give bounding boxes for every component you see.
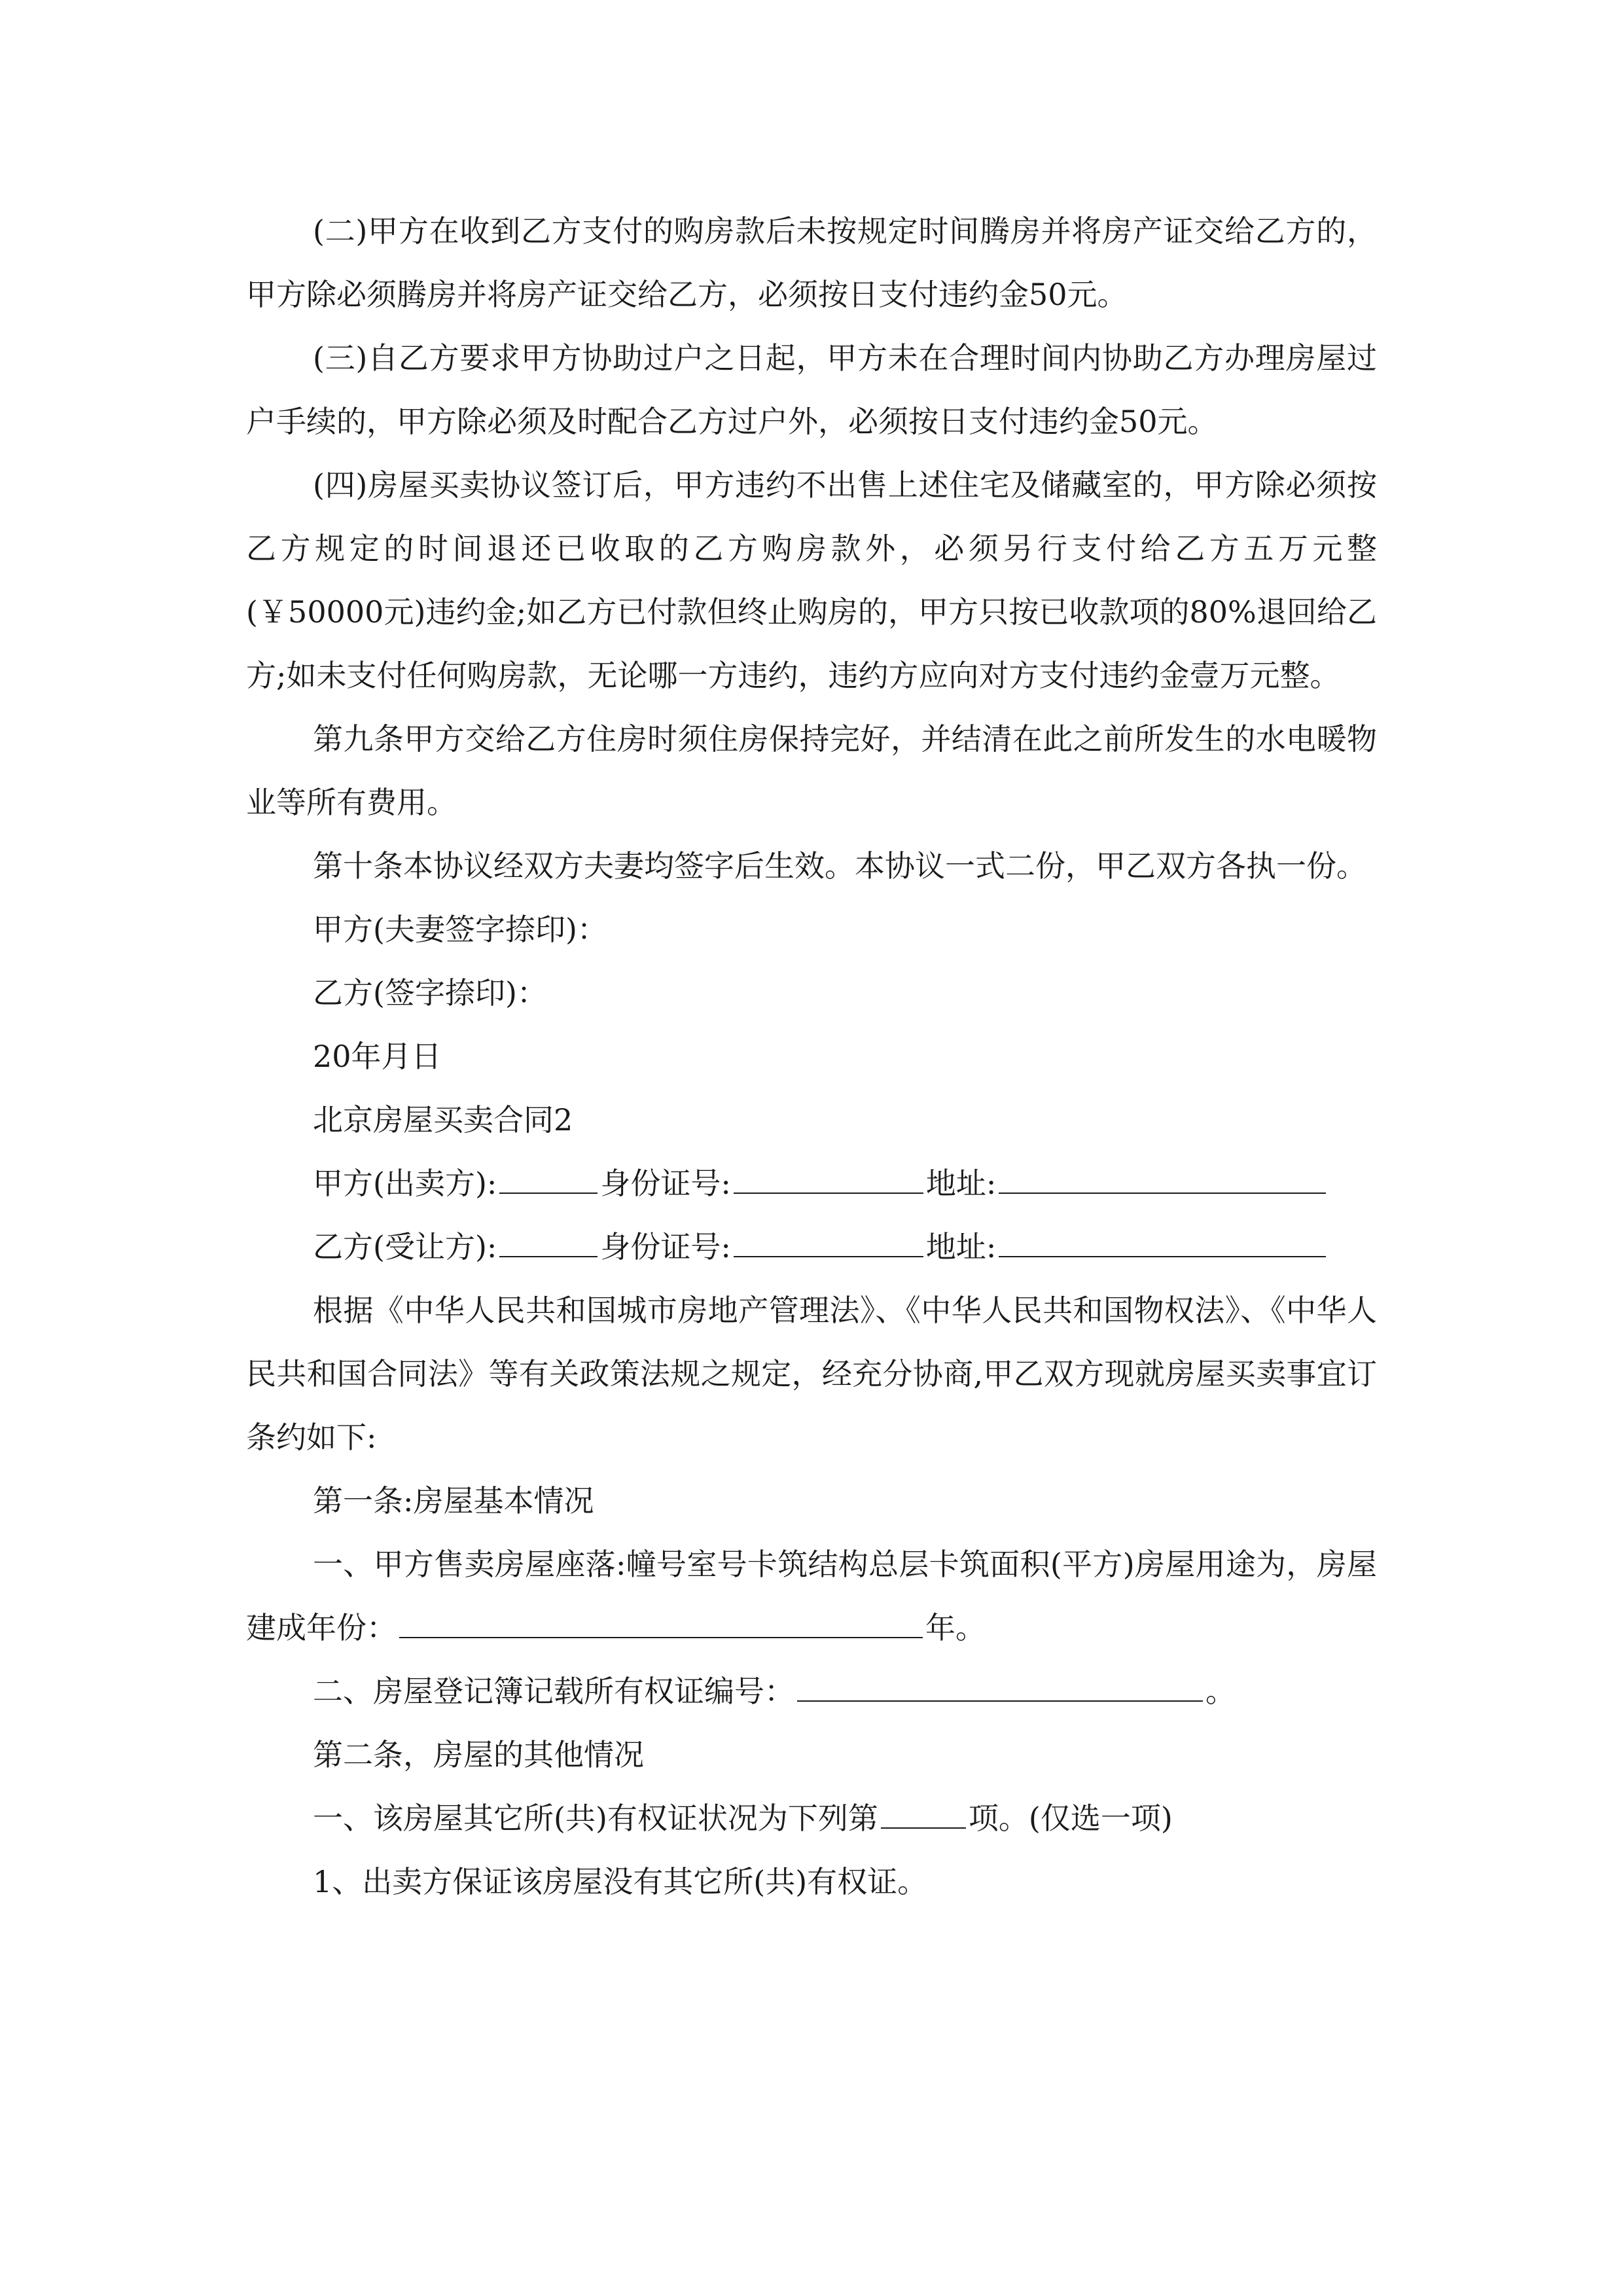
item-1-text: 一、甲方售卖房屋座落:幢号室号卡筑结构总层卡筑面积(平方)房屋用途为，房屋建成年份：	[246, 1547, 1377, 1645]
paragraph-article-9: 第九条甲方交给乙方住房时须住房保持完好，并结清在此之前所发生的水电暖物业等所有费用。	[246, 721, 1377, 820]
certificate-number-blank	[797, 1673, 1203, 1702]
article-2-heading: 第二条，房屋的其他情况	[313, 1737, 644, 1772]
date-line: 20年月日	[313, 1039, 442, 1074]
paragraph-breach-4: (四)房屋买卖协议签订后，甲方违约不出售上述住宅及储藏室的，甲方除必须按乙方规定的时间退还已收取的乙方购房款外，必须另行支付给乙方五万元整(￥50000元)违约金;如乙方已付款但终止购房的，甲方只按已收款项的80%退回给乙方;如未支付任何购房款，无论哪一方违约，违约方应向对方支付违约金壹万元整。	[246, 467, 1377, 693]
item-2-text: 二、房屋登记簿记载所有权证编号：	[313, 1674, 794, 1709]
party-a-name-blank	[499, 1165, 597, 1194]
party-b-addr-label: 地址:	[925, 1229, 997, 1265]
contract-title: 北京房屋买卖合同2	[313, 1102, 573, 1138]
paragraph-breach-3: (三)自乙方要求甲方协助过户之日起，甲方未在合理时间内协助乙方办理房屋过户手续的，甲方除必须及时配合乙方过户外，必须按日支付违约金50元。	[246, 340, 1377, 439]
item-2	[246, 1660, 1377, 1723]
party-a-addr-blank	[999, 1165, 1326, 1194]
party-b-label: 乙方(受让方):	[313, 1229, 497, 1265]
party-a-line	[246, 1152, 1377, 1215]
document-page	[246, 200, 1377, 1914]
option-number-blank	[881, 1800, 966, 1829]
item-1	[246, 1533, 1377, 1660]
item-3	[246, 1787, 1377, 1850]
party-a-addr-label: 地址:	[925, 1166, 997, 1201]
item-4: 1、出卖方保证该房屋没有其它所(共)有权证。	[313, 1864, 928, 1899]
party-a-label: 甲方(出卖方):	[313, 1166, 497, 1201]
signature-party-b: 乙方(签字捺印)：	[313, 975, 547, 1011]
build-year-blank	[399, 1609, 923, 1638]
item-3-text: 一、该房屋其它所(共)有权证状况为下列第	[313, 1801, 878, 1836]
paragraph-article-10: 第十条本协议经双方夫妻均签字后生效。本协议一式二份，甲乙双方各执一份。	[313, 848, 1366, 884]
signature-party-a: 甲方(夫妻签字捺印)：	[313, 912, 607, 947]
article-1-heading: 第一条:房屋基本情况	[313, 1483, 594, 1518]
party-b-line	[246, 1215, 1377, 1279]
party-b-name-blank	[499, 1229, 597, 1257]
item-2-tail: 。	[1205, 1674, 1236, 1709]
paragraph-basis: 根据《中华人民共和国城市房地产管理法》、《中华人民共和国物权法》、《中华人民共和国合同法》等有关政策法规之规定，经充分协商,甲乙双方现就房屋买卖事宜订条约如下:	[246, 1293, 1377, 1455]
party-b-addr-blank	[999, 1229, 1326, 1257]
party-b-id-label: 身份证号:	[600, 1229, 731, 1265]
paragraph-breach-2: (二)甲方在收到乙方支付的购房款后未按规定时间腾房并将房产证交给乙方的，甲方除必须腾房并将房产证交给乙方，必须按日支付违约金50元。	[246, 213, 1377, 312]
party-a-id-label: 身份证号:	[600, 1166, 731, 1201]
item-1-tail: 年。	[925, 1610, 986, 1645]
party-b-id-blank	[734, 1229, 923, 1257]
party-a-id-blank	[734, 1165, 923, 1194]
item-3-tail: 项。(仅选一项)	[968, 1801, 1173, 1836]
